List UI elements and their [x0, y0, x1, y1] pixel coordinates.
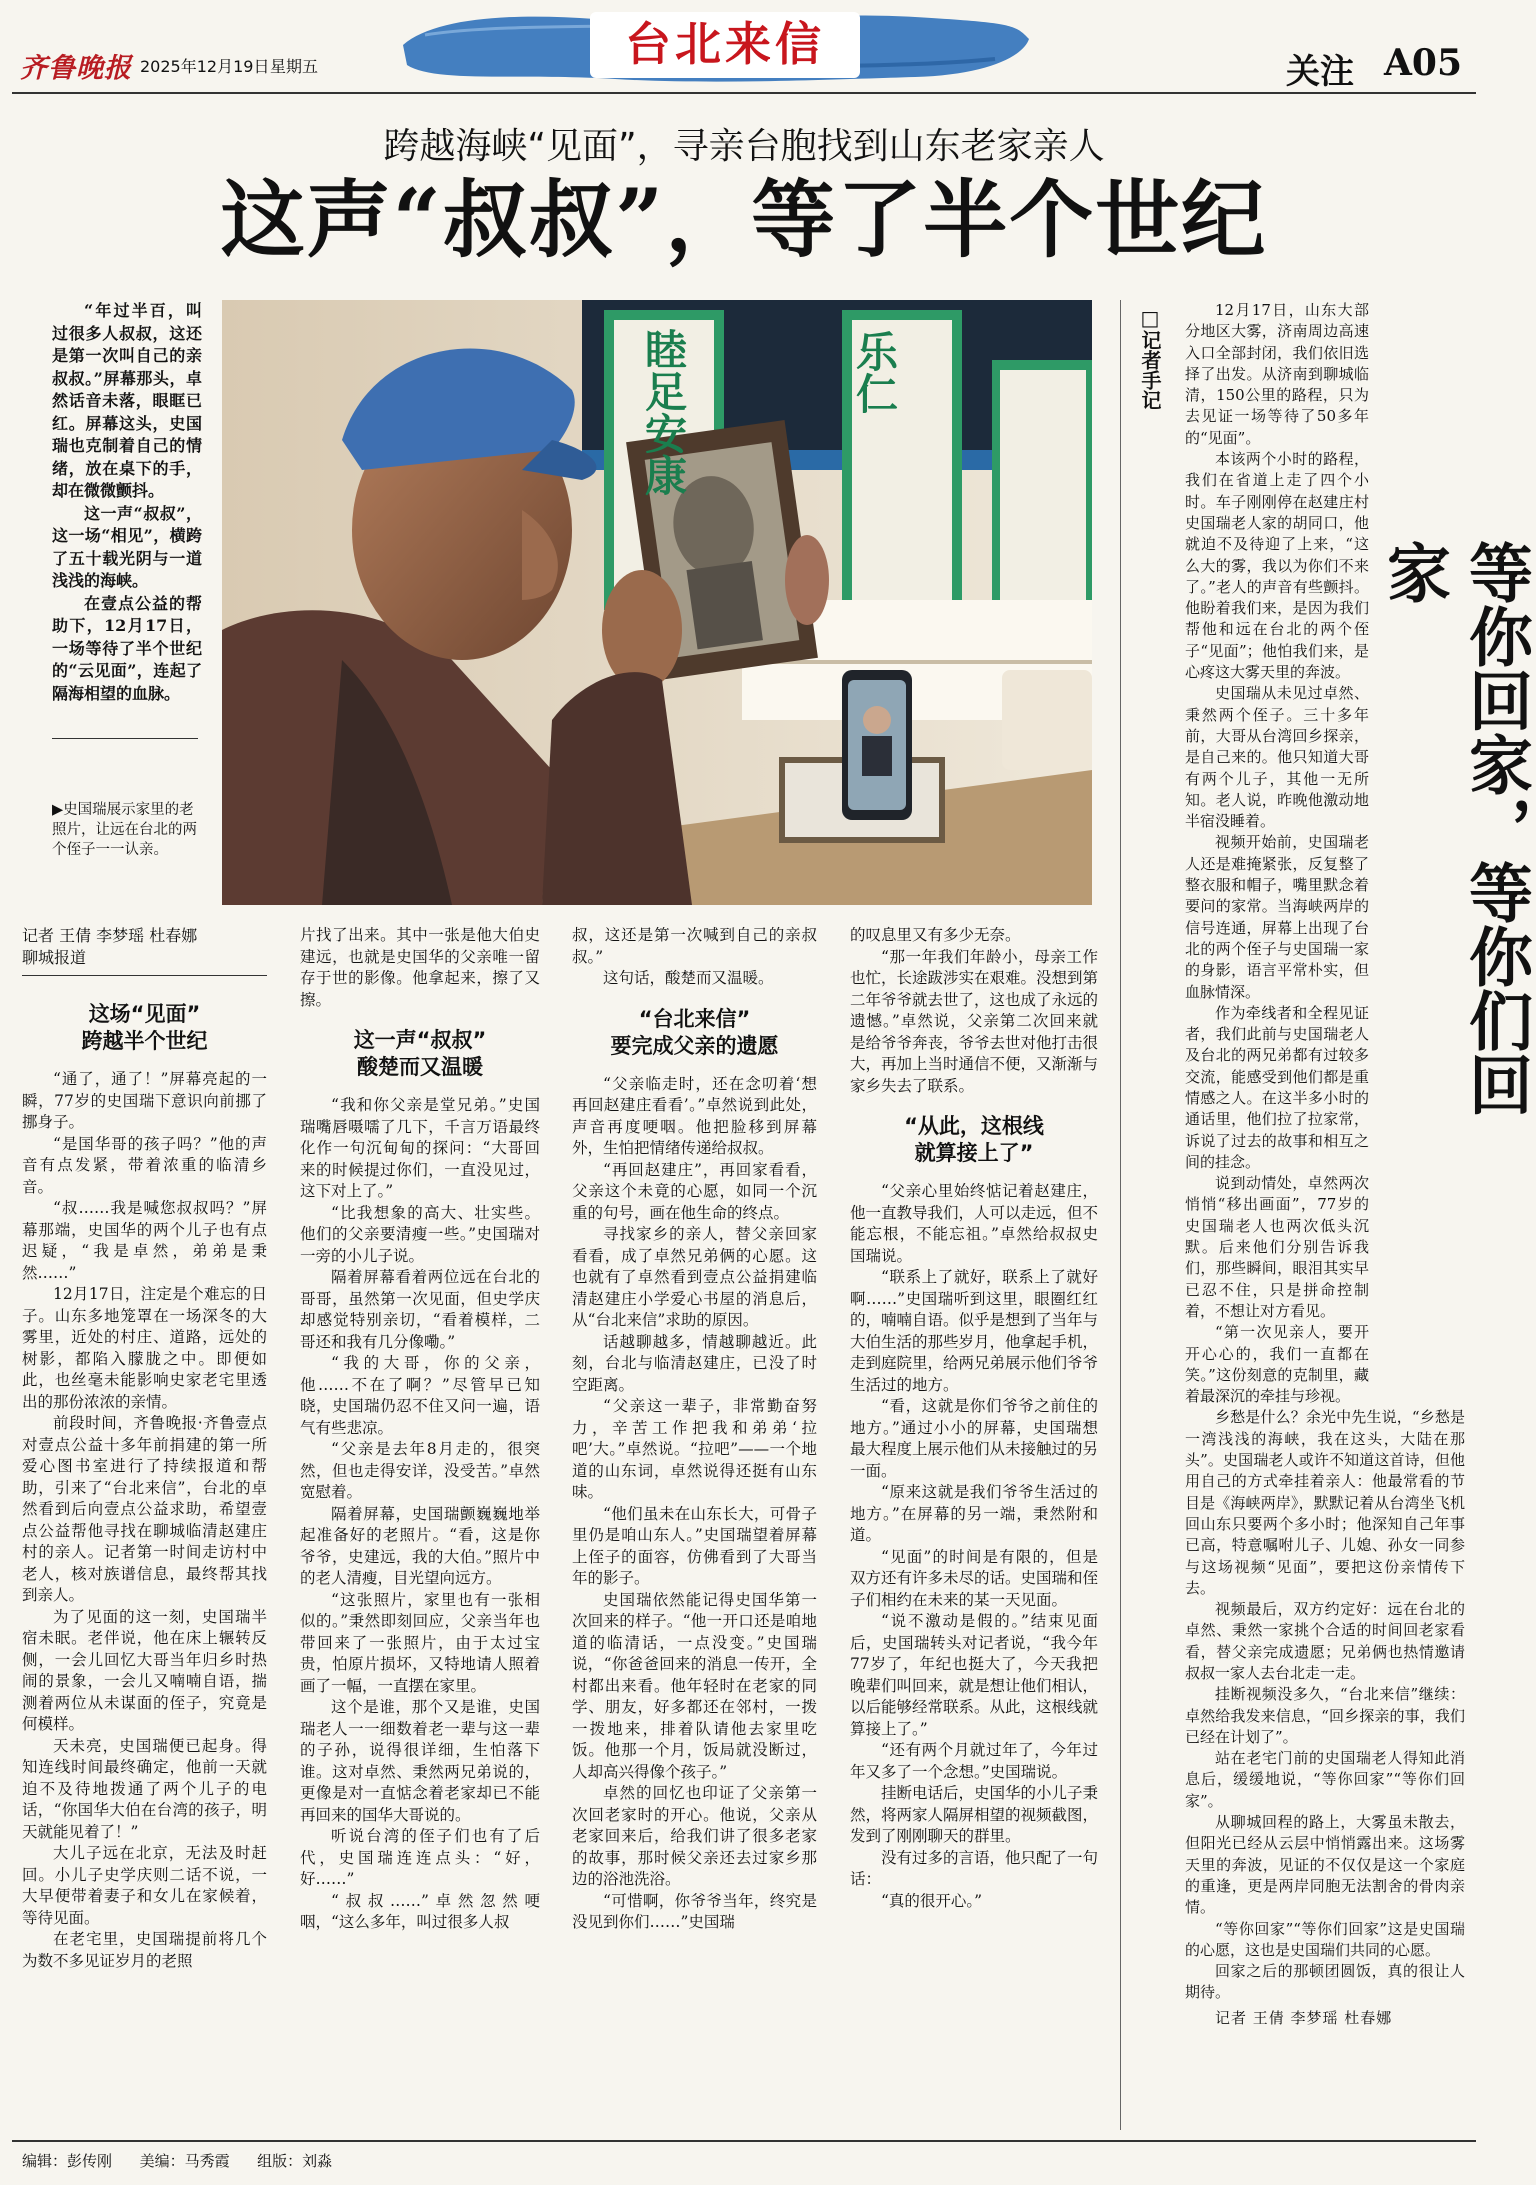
masthead-rule	[12, 92, 1476, 94]
side-paragraph: 说到动情处，卓然两次悄悄“移出画面”，77岁的史国瑞老人也两次低头沉默。后来他们分别告诉我们，那些瞬间，眼泪其实早已忍不住，只是拼命控制着，不想让对方看见。	[1185, 1174, 1369, 1320]
body-paragraph: 12月17日，注定是个难忘的日子。山东多地笼罩在一场深冬的大雾里，近处的村庄、道路，远处的树影，都陷入朦胧之中。即便如此，也丝毫未能影响史家老宅里透出的那份浓浓的亲情。	[22, 1285, 267, 1411]
byline	[22, 925, 272, 969]
body-paragraph: “这张照片，家里也有一张相似的。”秉然即刻回应，父亲当年也带回来了一张照片，由于太过宝贵，怕原片损坏，又特地请人照着画了一幅，一直摆在家里。	[300, 1590, 540, 1695]
photo-wall-text-right: 乐仁	[850, 330, 899, 414]
side-paragraph: 作为牵线者和全程见证者，我们此前与史国瑞老人及台北的两兄弟都有过较多交流，能感受到他们都是重情感之人。在这半多小时的通话里，他们拉了拉家常，诉说了过去的故事和相互之间的挂念。	[1185, 1003, 1369, 1171]
byline-rule	[22, 975, 267, 976]
body-paragraph: 片找了出来。其中一张是他大伯史建远，也就是史国华的父亲唯一留存于世的影像。他拿起来，擦了又擦。	[300, 926, 540, 1009]
subheading-1	[22, 1001, 267, 1055]
body-paragraph: “联系上了就好，联系上了就好啊……”史国瑞听到这里，眼圈红红的，喃喃自语。似乎是想到了当年与大伯生活的那些岁月，他拿起手机，走到庭院里，给两兄弟展示他们爷爷生活过的地方。	[850, 1268, 1099, 1394]
body-paragraph: 卓然的回忆也印证了父亲第一次回老家时的开心。他说，父亲从老家回来后，给我们讲了很多老家的故事，那时候父亲还去过家乡那边的浴池洗浴。	[572, 1784, 817, 1888]
body-paragraph: 这句话，酸楚而又温暖。	[603, 969, 774, 987]
body-paragraph: 的叹息里又有多少无奈。	[850, 926, 1021, 944]
side-column-divider	[1120, 300, 1121, 2130]
subheading-4-text: “从此，这根线 就算接上了”	[904, 1114, 1044, 1165]
side-paragraph: 乡愁是什么？余光中先生说，“乡愁是一湾浅浅的海峡，我在这头，大陆在那头”。史国瑞老人或许不知道这首诗，但他用自己的方式牵挂着亲人：他最常看的节目是《海峡两岸》，默默记着从台湾坐飞机回山东只要两个多小时；他深知自己年事已高，特意嘱咐儿子、儿媳、孙女一同参与这场视频“见面”，要把这份亲情传下去。	[1185, 1408, 1465, 1597]
issue-date: 2025年12月19日	[140, 57, 270, 76]
body-paragraph: 这个是谁，那个又是谁，史国瑞老人一一细数着老一辈与这一辈的子孙，说得很详细，生怕落下谁。这对卓然、秉然两兄弟说的，更像是对一直惦念着老家却已不能再回来的国华大哥说的。	[300, 1698, 540, 1824]
side-paragraph: 视频最后，双方约定好：远在台北的卓然、秉然一家挑个合适的时间回老家看看，替父亲完成遗愿；兄弟俩也热情邀请叔叔一家人去台北走一走。	[1185, 1600, 1465, 1682]
body-column-1	[22, 985, 267, 2130]
body-column-2	[300, 925, 540, 2130]
side-paragraph: “第一次见亲人，要开开心心的，我们一直都在笑。”这份刻意的克制里，藏着最深沉的牵挂与珍视。	[1185, 1323, 1369, 1406]
body-paragraph: “父亲这一辈子，非常勤奋努力，辛苦工作把我和弟弟‘拉吧’大。”卓然说。“拉吧”——一个地道的山东词，卓然说得还挺有山东味。	[572, 1397, 817, 1501]
side-label: □记者手记	[1138, 306, 1162, 410]
body-paragraph: “父亲是去年8月走的，很突然，但也走得安详，没受苦。”卓然宽慰着。	[300, 1440, 540, 1501]
body-paragraph: “说不激动是假的。”结束见面后，史国瑞转头对记者说，“我今年77岁了，年纪也挺大了，今天我把晚辈们叫回来，就是想让他们相认，以后能够经常联系。从此，这根线就算接上了。”	[850, 1612, 1099, 1738]
section-name: 关注	[1286, 52, 1354, 92]
body-paragraph: 在老宅里，史国瑞提前将几个为数不多见证岁月的老照	[22, 1930, 267, 1970]
body-paragraph: 话越聊越多，情越聊越近。此刻，台北与临清赵建庄，已没了时空距离。	[572, 1332, 817, 1394]
body-paragraph: 叔，这还是第一次喊到自己的亲叔叔。”	[572, 926, 817, 966]
body-paragraph: “看，这就是你们爷爷之前住的地方。”通过小小的屏幕，史国瑞想最大程度上展示他们从未接触过的另一面。	[850, 1397, 1099, 1480]
side-signature: 记者 王倩 李梦瑶 杜春娜	[1215, 2008, 1393, 2027]
subheading-3	[572, 1006, 817, 1060]
side-paragraph: 本该两个小时的路程，我们在省道上走了四个小时。车子刚刚停在赵建庄村史国瑞老人家的胡同口，他就迫不及待迎了上来，“这么大的雾，我以为你们不来了。”老人的声音有些颤抖。他盼着我们来，是因为我们帮他和远在台北的两个侄子“见面”；他怕我们来，是心疼这大雾天里的奔波。	[1185, 450, 1369, 682]
lede-paragraph: 在壹点公益的帮助下，12月17日，一场等待了半个世纪的“云见面”，连起了隔海相望的血脉。	[52, 593, 202, 703]
body-paragraph: 前段时间，齐鲁晚报·齐鲁壹点对壹点公益十多年前捐建的第一所爱心图书室进行了持续报道和帮助，引来了“台北来信”，台北的卓然看到后向壹点公益求助，希望壹点公益帮他寻找在聊城临清赵建庄村的亲人。记者第一时间走访村中老人，核对族谱信息，最终帮其找到亲人。	[22, 1414, 267, 1604]
body-paragraph: “再回赵建庄”，再回家看看，父亲这个未竟的心愿，如同一个沉重的句号，画在他生命的终点。	[572, 1160, 817, 1222]
body-paragraph: “通了，通了！”屏幕亮起的一瞬，77岁的史国瑞下意识向前挪了挪身子。	[22, 1070, 267, 1131]
body-paragraph: 隔着屏幕，史国瑞颤巍巍地举起准备好的老照片。“看，这是你爷爷，史建远，我的大伯。”照片中的老人清瘦，目光望向远方。	[300, 1504, 540, 1587]
body-paragraph: “还有两个月就过年了，今年过年又多了一个念想。”史国瑞说。	[850, 1741, 1098, 1781]
side-title-wrap-space	[1369, 532, 1465, 1402]
main-photo	[222, 300, 1092, 905]
side-paragraph: “等你回家”“等你们回家”这是史国瑞的心愿，这也是史国瑞们共同的心愿。	[1185, 1919, 1465, 1959]
photo-caption: ▶史国瑞展示家里的老照片，让远在台北的两个侄子一一认亲。	[52, 802, 197, 858]
subheading-2-text: 这一声“叔叔” 酸楚而又温暖	[353, 1028, 487, 1079]
body-paragraph: 挂断电话后，史国华的小儿子秉然，将两家人隔屏相望的视频截图，发到了刚刚聊天的群里。	[850, 1784, 1099, 1845]
body-paragraph: 大儿子远在北京，无法及时赶回。小儿子史学庆则二话不说，一大早便带着妻子和女儿在家候着，等待见面。	[22, 1844, 267, 1927]
paper-name: 齐鲁晚报	[20, 53, 132, 84]
body-paragraph: “原来这就是我们爷爷生活过的地方。”在屏幕的另一端，秉然附和道。	[850, 1483, 1098, 1544]
photo-wall-text-left: 睦足安康	[639, 328, 688, 496]
body-paragraph: “叔叔……”卓然忽然哽咽，“这么多年，叫过很多人叔	[300, 1891, 540, 1931]
body-paragraph: “他们虽未在山东长大，可骨子里仍是咱山东人。”史国瑞望着屏幕上侄子的面容，仿佛看到了大哥当年的影子。	[572, 1504, 817, 1587]
subheading-4	[850, 1113, 1098, 1167]
body-paragraph: 天未亮，史国瑞便已起身。得知连线时间最终确定，他前一天就迫不及待地拨通了两个儿子的电话，“你国华大伯在台湾的孩子，明天就能见着了！”	[22, 1736, 267, 1841]
lede-paragraph: 这一声“叔叔”，这一场“相见”，横跨了五十载光阴与一道浅浅的海峡。	[52, 503, 202, 590]
masthead	[0, 0, 1488, 92]
subheading-1-text: 这场“见面” 跨越半个世纪	[81, 1002, 208, 1053]
side-paragraph: 12月17日，山东大部分地区大雾，济南周边高速入口全部封闭，我们依旧选择了出发。从济南到聊城临清，150公里的路程，只为去见证一场等待了50多年的“见面”。	[1185, 301, 1369, 447]
body-paragraph: “父亲临走时，还在念叨着‘想再回赵建庄看看’。”卓然说到此处，声音再度哽咽。他把脸移到屏幕外，生怕把情绪传递给叔叔。	[572, 1074, 817, 1157]
footer-rule	[12, 2140, 1476, 2142]
banner-title	[590, 12, 860, 78]
side-body	[1185, 300, 1465, 2130]
body-paragraph: “可惜啊，你爷爷当年，终究是没见到你们……”史国瑞	[572, 1891, 817, 1931]
page-number: A05	[1384, 42, 1463, 84]
body-paragraph: “叔……我是喊您叔叔吗？”屏幕那端，史国华的两个儿子也有点迟疑，“我是卓然，弟弟是秉然……”	[22, 1199, 267, 1282]
body-paragraph: “真的很开心。”	[881, 1891, 983, 1910]
side-paragraph: 回家之后的那顿团圆饭，真的很让人期待。	[1185, 1962, 1465, 2002]
body-paragraph: “我和你父亲是堂兄弟。”史国瑞嘴唇嗫嚅了几下，千言万语最终化作一句沉甸甸的探问：“大哥回来的时候提过你们，一直没见过，这下对上了。”	[300, 1096, 540, 1200]
body-paragraph: “比我想象的高大、壮实些。他们的父亲要清瘦一些。”史国瑞对一旁的小儿子说。	[300, 1203, 540, 1265]
footer-credits	[22, 2150, 332, 2171]
footer-designer: 美编：马秀霞	[139, 2152, 230, 2170]
side-title-text: 等你回家，等你们回家	[1376, 540, 1533, 1116]
body-paragraph: 为了见面的这一刻，史国瑞半宿未眠。老伴说，他在床上辗转反侧，一会儿回忆大哥当年归乡时热闹的景象，一会儿又喃喃自语，揣测着两位从未谋面的侄子，究竟是何模样。	[22, 1607, 267, 1733]
headline-title: 这声“叔叔”，等了半个世纪	[220, 170, 1268, 269]
lede-paragraph: “年过半百，叫过很多人叔叔，这还是第一次叫自己的亲叔叔。”屏幕那头，卓然话音未落，眼眶已红。屏幕这头，史国瑞也克制着自己的情绪，放在桌下的手，却在微微颤抖。	[52, 301, 202, 500]
side-paragraph: 站在老宅门前的史国瑞老人得知此消息后，缓缓地说，“等你回家”“等你们回家”。	[1185, 1749, 1465, 1810]
body-paragraph: 没有过多的言语，他只配了一句话：	[850, 1848, 1099, 1888]
lede-divider	[52, 738, 198, 739]
body-paragraph: “那一年我们年龄小，母亲工作也忙，长途跋涉实在艰难。没想到第二年爷爷就去世了，这也成了永远的遗憾。”卓然说，父亲第二次回来就是给爷爷奔丧，爷爷去世对他打击很大，再加上当时通信不便，又渐渐与家乡失去了联系。	[850, 947, 1099, 1095]
issue-weekday: 星期五	[270, 57, 319, 76]
headline-kicker: 跨越海峡“见面”，寻亲台胞找到山东老家亲人	[383, 126, 1105, 167]
body-paragraph: “见面”的时间是有限的，但是双方还有许多未尽的话。史国瑞和侄子们相约在未来的某一天见面。	[850, 1547, 1099, 1609]
footer-editor: 编辑：彭传刚	[22, 2152, 113, 2170]
subheading-3-text: “台北来信” 要完成父亲的遗愿	[610, 1006, 779, 1058]
side-paragraph: 挂断视频没多久，“台北来信”继续：卓然给我发来信息，“回乡探亲的事，我们已经在计划了”。	[1185, 1685, 1465, 1746]
lede	[52, 300, 202, 720]
body-column-3	[572, 925, 817, 2130]
body-column-4	[850, 925, 1098, 2130]
body-paragraph: 史国瑞依然能记得史国华第一次回来的样子。“他一开口还是咱地道的临清话，一点没变。”史国瑞说，“你爸爸回来的消息一传开，全村都出来看。他年轻时在老家的同学、朋友，好多都还在邻村，一拨一拨地来，排着队请他去家里吃饭。他那一个月，饭局就没断过，人却高兴得像个孩子。”	[572, 1590, 817, 1781]
body-paragraph: “是国华哥的孩子吗？”他的声音有点发紧，带着浓重的临清乡音。	[22, 1134, 267, 1196]
byline-place: 聊城报道	[22, 948, 87, 967]
body-paragraph: 寻找家乡的亲人，替父亲回家看看，成了卓然兄弟俩的心愿。这也就有了卓然看到壹点公益捐建临清赵建庄小学爱心书屋的消息后，从“台北来信”求助的原因。	[572, 1225, 817, 1329]
byline-reporters: 记者 王倩 李梦瑶 杜春娜	[22, 926, 198, 945]
subheading-2	[300, 1027, 540, 1081]
body-paragraph: “父亲心里始终惦记着赵建庄，他一直教导我们，人可以走远，但不能忘根，不能忘祖。”卓然给叔叔史国瑞说。	[850, 1182, 1099, 1265]
side-paragraph: 从聊城回程的路上，大雾虽未散去，但阳光已经从云层中悄悄露出来。这场雾天里的奔波，见证的不仅仅是这一个家庭的重逢，更是两岸同胞无法割舍的骨肉亲情。	[1185, 1813, 1465, 1917]
footer-proofreader: 组版：刘淼	[257, 2152, 333, 2170]
side-paragraph: 视频开始前，史国瑞老人还是难掩紧张，反复整了整衣服和帽子，嘴里默念着要问的家常。当海峡两岸的信号连通，屏幕上出现了台北的两个侄子与史国瑞一家的身影，语言平常朴实，但血脉情深。	[1185, 833, 1369, 1001]
body-paragraph: “我的大哥，你的父亲，他……不在了啊？”尽管早已知晓，史国瑞仍忍不住又问一遍，语气有些悲凉。	[300, 1354, 540, 1437]
banner-title-text: 台北来信	[625, 17, 825, 71]
body-paragraph: 隔着屏幕看着两位远在台北的哥哥，虽然第一次见面，但史学庆却感觉特别亲切，“看着模样，二哥还和我有几分像嘞。”	[300, 1268, 540, 1351]
body-paragraph: 听说台湾的侄子们也有了后代，史国瑞连连点头：“好，好……”	[300, 1827, 540, 1888]
side-paragraph: 史国瑞从未见过卓然、秉然两个侄子。三十多年前，大哥从台湾回乡探亲，是自己来的。他只知道大哥有两个儿子，其他一无所知。老人说，昨晚他激动地半宿没睡着。	[1185, 684, 1369, 831]
